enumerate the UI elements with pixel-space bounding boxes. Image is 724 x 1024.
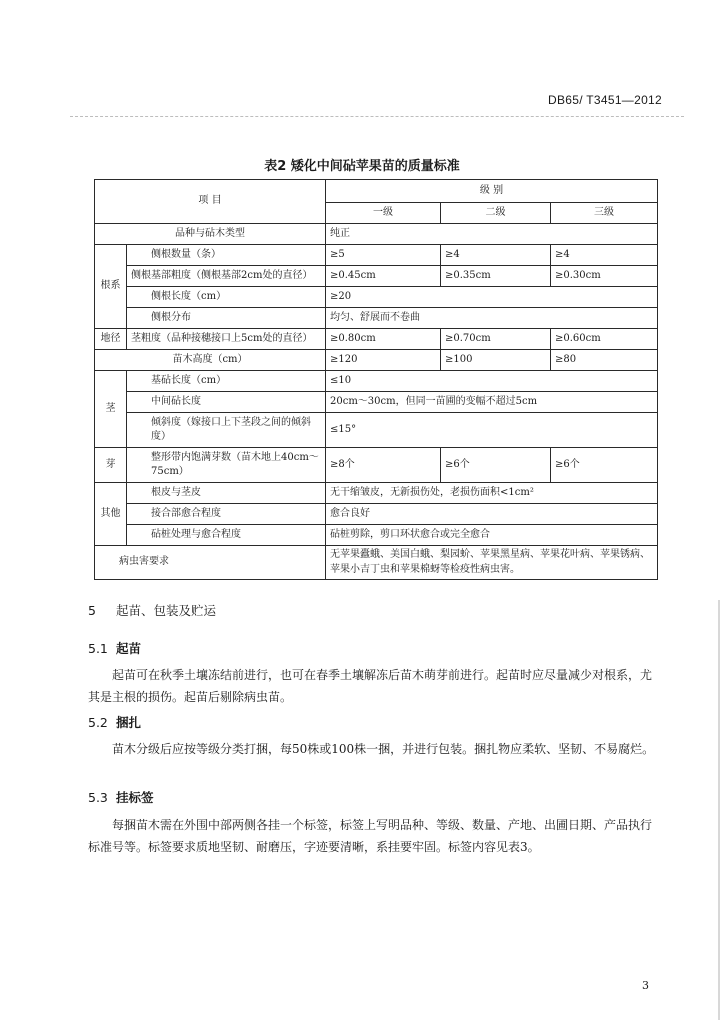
section-5-3-heading: 5.3 挂标签 [88, 790, 154, 805]
table-row: 茎 基砧长度（cm） ≤10 [95, 371, 658, 392]
header-grade-1: 一级 [326, 203, 441, 224]
header-grade: 级 别 [326, 180, 658, 203]
table-row: 其他 根皮与茎皮 无干缩皱皮，无新损伤处，老损伤面积<1cm² [95, 483, 658, 504]
group-stem: 茎 [95, 371, 127, 448]
group-diameter: 地径 [95, 329, 127, 350]
section-5-2-heading: 5.2 捆扎 [88, 715, 142, 730]
table-title: 表2 矮化中间砧苹果苗的质量标准 [264, 159, 460, 174]
header-grade-3: 三级 [551, 203, 658, 224]
section-5-2-text: 苗木分级后应按等级分类打捆，每50株或100株一捆，并进行包装。捆扎物应柔软、坚韧、不易腐烂。 [112, 742, 655, 756]
quality-standard-table [94, 179, 658, 580]
document-code: DB65/ T3451—2012 [548, 93, 662, 107]
table-row: 接合部愈合程度 愈合良好 [95, 504, 658, 525]
group-bud: 芽 [95, 448, 127, 483]
section-5-3-text: 每捆苗木需在外围中部两侧各挂一个标签，标签上写明品种、等级、数量、产地、出圃日期、产品执行标准号等。标签要求质地坚韧、耐磨压，字迹要清晰，系挂要牢固。标签内容见表3。 [88, 818, 653, 854]
table-row: 倾斜度（嫁接口上下茎段之间的倾斜度） ≤15° [95, 413, 658, 448]
table-row: 地径 茎粗度（品种接穗接口上5cm处的直径） ≥0.80cm ≥0.70cm ≥0.60cm [95, 329, 658, 350]
table-row: 品种与砧木类型 纯正 [95, 224, 658, 245]
table-row: 侧根长度（cm） ≥20 [95, 287, 658, 308]
table-row: 病虫害要求 无苹果蠹蛾、美国白蛾、梨园蚧、苹果黑星病、苹果花叶病、苹果锈病、苹果小吉丁虫和苹果棉蚜等检疫性病虫害。 [95, 546, 658, 580]
table-row: 侧根分布 均匀、舒展而不卷曲 [95, 308, 658, 329]
table-row: 苗木高度（cm） ≥120 ≥100 ≥80 [95, 350, 658, 371]
table-row: 砧桩处理与愈合程度 砧桩剪除，剪口环状愈合或完全愈合 [95, 525, 658, 546]
header-item: 项 目 [95, 180, 326, 224]
header-divider [70, 116, 684, 117]
group-roots: 根系 [95, 245, 127, 329]
table-row: 根系 侧根数量（条） ≥5 ≥4 ≥4 [95, 245, 658, 266]
header-grade-2: 二级 [441, 203, 551, 224]
scan-edge-shadow [718, 600, 720, 1020]
page-number: 3 [642, 979, 649, 992]
section-5-heading: 5 起苗、包装及贮运 [88, 603, 217, 618]
section-5-1-text: 起苗可在秋季土壤冻结前进行，也可在春季土壤解冻后苗木萌芽前进行。起苗时应尽量减少对根系，尤其是主根的损伤。起苗后剔除病虫苗。 [88, 668, 653, 704]
section-5-1-heading: 5.1 起苗 [88, 641, 142, 656]
table-row: 芽 整形带内饱满芽数（苗木地上40cm～75cm） ≥8个 ≥6个 ≥6个 [95, 448, 658, 483]
group-other: 其他 [95, 483, 127, 546]
table-row: 侧根基部粗度（侧根基部2cm处的直径） ≥0.45cm ≥0.35cm ≥0.30cm [95, 266, 658, 287]
table-row: 中间砧长度 20cm～30cm，但同一苗圃的变幅不超过5cm [95, 392, 658, 413]
